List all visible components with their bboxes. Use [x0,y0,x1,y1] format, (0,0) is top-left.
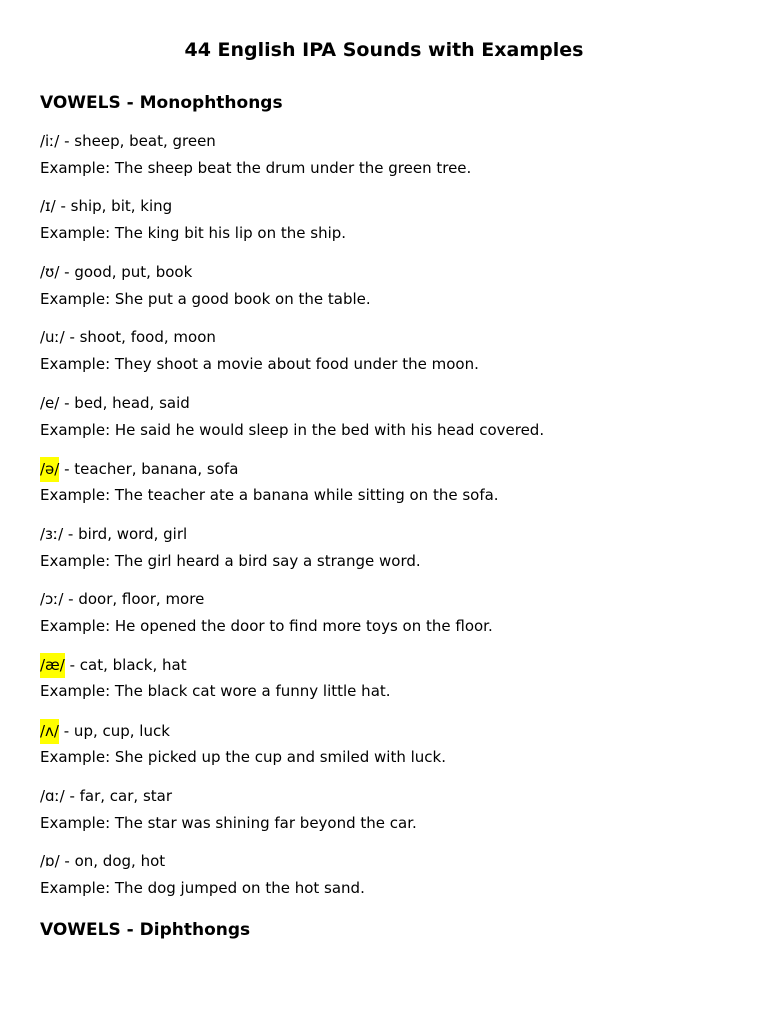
sound-line [40,653,187,678]
sound-line [40,392,190,414]
ipa-symbol: /uː/ [40,328,65,346]
example-sentence: Example: The girl heard a bird say a strange word. [40,552,421,570]
example-sentence: Example: The king bit his lip on the ship. [40,224,347,242]
ipa-symbol-highlighted: /ʌ/ [40,719,59,744]
sound-line [40,195,172,217]
example-sentence: Example: She put a good book on the table. [40,290,371,308]
example-words: - bed, head, said [59,394,190,412]
ipa-symbol-highlighted: /ə/ [40,457,59,482]
sound-line [40,261,192,283]
section-heading-monophthongs: VOWELS - Monophthongs [40,93,283,113]
example-sentence: Example: The black cat wore a funny little hat. [40,682,391,700]
example-sentence: Example: She picked up the cup and smiled with luck. [40,748,446,766]
ipa-symbol: /iː/ [40,132,60,150]
sound-line [40,588,204,610]
ipa-symbol: /ɪ/ [40,197,56,215]
ipa-symbol: /ɔː/ [40,590,64,608]
example-sentence: Example: He said he would sleep in the bed with his head covered. [40,421,545,439]
sound-line [40,719,170,744]
example-sentence: Example: The star was shining far beyond the car. [40,814,417,832]
ipa-symbol: /e/ [40,394,60,412]
example-sentence: Example: They shoot a movie about food under the moon. [40,355,479,373]
ipa-symbol: /ʊ/ [40,263,60,281]
ipa-symbol: /ɒ/ [40,852,60,870]
ipa-symbol: /ɜː/ [40,525,64,543]
section-heading-diphthongs: VOWELS - Diphthongs [40,920,251,940]
example-sentence: Example: The sheep beat the drum under the green tree. [40,159,472,177]
page-title: 44 English IPA Sounds with Examples [184,39,584,61]
ipa-symbol: /ɑː/ [40,787,65,805]
sound-line [40,850,165,872]
sound-line [40,326,216,348]
example-words: - ship, bit, king [55,197,173,215]
example-words: - far, car, star [64,787,173,805]
example-words: - good, put, book [59,263,193,281]
example-words: - shoot, food, moon [64,328,216,346]
example-words: - cat, black, hat [64,656,187,674]
ipa-symbol-highlighted: /æ/ [40,653,65,678]
sound-line [40,523,187,545]
sound-line [40,785,172,807]
example-sentence: Example: He opened the door to find more toys on the floor. [40,617,493,635]
example-words: - on, dog, hot [59,852,166,870]
sound-line [40,130,216,152]
example-words: - up, cup, luck [58,722,170,740]
example-sentence: Example: The teacher ate a banana while sitting on the sofa. [40,486,499,504]
example-words: - bird, word, girl [63,525,188,543]
example-words: - sheep, beat, green [59,132,216,150]
example-words: - teacher, banana, sofa [59,460,239,478]
example-sentence: Example: The dog jumped on the hot sand. [40,879,365,897]
example-words: - door, floor, more [63,590,205,608]
sound-line [40,457,238,482]
